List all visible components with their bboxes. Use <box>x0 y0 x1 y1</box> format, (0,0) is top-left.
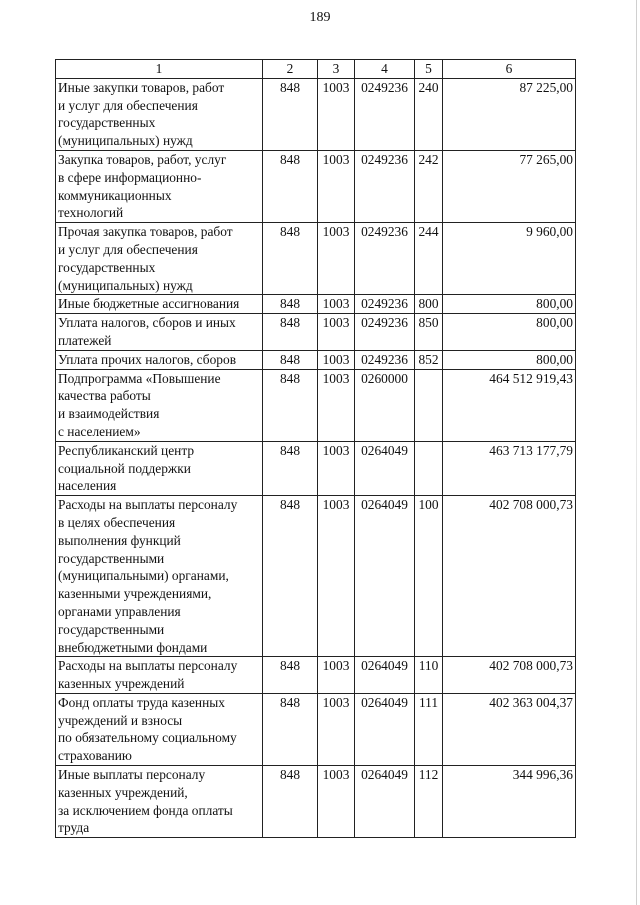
amount-cell: 463 713 177,79 <box>443 441 576 495</box>
table-row <box>56 766 576 838</box>
row-name-line: Расходы на выплаты персоналу <box>58 497 238 513</box>
code-cell-2: 848 <box>263 369 318 441</box>
row-name-cell <box>56 150 263 222</box>
row-name-cell <box>56 496 263 657</box>
code-cell-4: 0264049 <box>355 496 415 657</box>
code-cell-5: 800 <box>415 295 443 314</box>
code-cell-3: 1003 <box>318 369 355 441</box>
code-cell-2: 848 <box>263 223 318 295</box>
amount-cell: 87 225,00 <box>443 78 576 150</box>
code-cell-3: 1003 <box>318 78 355 150</box>
row-name-line: казенных учреждений, <box>58 784 188 800</box>
table-row <box>56 223 576 295</box>
row-name-line: технологий <box>58 205 124 221</box>
code-cell-4: 0249236 <box>355 350 415 369</box>
row-name-line: в сфере информационно- <box>58 169 202 185</box>
row-name-cell <box>56 314 263 351</box>
row-name-line: казенными учреждениями, <box>58 586 212 602</box>
row-name-line: учреждений и взносы <box>58 712 183 728</box>
row-name-line: по обязательному социальному <box>58 730 237 746</box>
code-cell-3: 1003 <box>318 295 355 314</box>
column-header-amount: 6 <box>443 60 576 79</box>
code-cell-2: 848 <box>263 350 318 369</box>
amount-cell: 402 708 000,73 <box>443 496 576 657</box>
code-cell-3: 1003 <box>318 441 355 495</box>
amount-cell: 464 512 919,43 <box>443 369 576 441</box>
code-cell-5: 240 <box>415 78 443 150</box>
amount-cell: 9 960,00 <box>443 223 576 295</box>
code-cell-2: 848 <box>263 496 318 657</box>
table-row <box>56 369 576 441</box>
amount-cell: 800,00 <box>443 350 576 369</box>
table-row <box>56 441 576 495</box>
code-cell-4: 0249236 <box>355 223 415 295</box>
code-cell-3: 1003 <box>318 693 355 765</box>
row-name-line: Закупка товаров, работ, услуг <box>58 151 227 167</box>
amount-cell: 800,00 <box>443 314 576 351</box>
row-name-line: качества работы <box>58 388 151 404</box>
code-cell-3: 1003 <box>318 657 355 694</box>
amount-cell: 800,00 <box>443 295 576 314</box>
row-name-line: (муниципальными) органами, <box>58 568 229 584</box>
code-cell-2: 848 <box>263 295 318 314</box>
code-cell-2: 848 <box>263 150 318 222</box>
column-header-2: 2 <box>263 60 318 79</box>
row-name-line: казенных учреждений <box>58 676 185 692</box>
code-cell-4: 0264049 <box>355 693 415 765</box>
scan-edge-line <box>636 0 637 905</box>
code-cell-4: 0264049 <box>355 766 415 838</box>
column-header-4: 4 <box>355 60 415 79</box>
code-cell-5: 852 <box>415 350 443 369</box>
code-cell-4: 0260000 <box>355 369 415 441</box>
column-header-name: 1 <box>56 60 263 79</box>
code-cell-3: 1003 <box>318 223 355 295</box>
row-name-line: Иные выплаты персоналу <box>58 767 206 783</box>
code-cell-2: 848 <box>263 766 318 838</box>
row-name-line: социальной поддержки <box>58 460 191 476</box>
code-cell-2: 848 <box>263 693 318 765</box>
row-name-line: Иные бюджетные ассигнования <box>58 296 240 312</box>
row-name-line: Республиканский центр <box>58 442 195 458</box>
code-cell-4: 0249236 <box>355 295 415 314</box>
row-name-line: населения <box>58 478 117 494</box>
row-name-line: за исключением фонда оплаты <box>58 802 233 818</box>
page-number: 189 <box>309 10 331 25</box>
row-name-line: (муниципальных) нужд <box>58 277 193 293</box>
row-name-cell <box>56 441 263 495</box>
table-row <box>56 150 576 222</box>
code-cell-2: 848 <box>263 441 318 495</box>
row-name-line: Прочая закупка товаров, работ <box>58 224 233 240</box>
amount-cell: 77 265,00 <box>443 150 576 222</box>
row-name-line: внебюджетными фондами <box>58 639 208 655</box>
row-name-line: государственных <box>58 115 156 131</box>
code-cell-5: 111 <box>415 693 443 765</box>
row-name-cell <box>56 295 263 314</box>
row-name-line: органами управления <box>58 603 181 619</box>
row-name-cell <box>56 369 263 441</box>
row-name-line: и взаимодействия <box>58 406 160 422</box>
code-cell-5: 244 <box>415 223 443 295</box>
code-cell-2: 848 <box>263 314 318 351</box>
amount-cell: 402 363 004,37 <box>443 693 576 765</box>
row-name-line: выполнения функций <box>58 532 181 548</box>
row-name-cell <box>56 693 263 765</box>
row-name-cell <box>56 78 263 150</box>
row-name-line: Фонд оплаты труда казенных <box>58 694 225 710</box>
code-cell-5 <box>415 441 443 495</box>
row-name-cell <box>56 657 263 694</box>
row-name-line: государственными <box>58 550 165 566</box>
row-name-line: Уплата налогов, сборов и иных <box>58 315 236 331</box>
code-cell-4: 0264049 <box>355 441 415 495</box>
code-cell-5: 100 <box>415 496 443 657</box>
row-name-line: Подпрограмма «Повышение <box>58 370 221 386</box>
row-name-line: Уплата прочих налогов, сборов <box>58 351 237 367</box>
row-name-line: Расходы на выплаты персоналу <box>58 658 238 674</box>
code-cell-4: 0249236 <box>355 314 415 351</box>
row-name-line: государственных <box>58 259 156 275</box>
code-cell-5: 850 <box>415 314 443 351</box>
table-row <box>56 78 576 150</box>
row-name-cell <box>56 766 263 838</box>
table-row <box>56 350 576 369</box>
row-name-line: страхованию <box>58 748 132 764</box>
code-cell-2: 848 <box>263 78 318 150</box>
table-header-row <box>56 60 576 79</box>
row-name-line: Иные закупки товаров, работ <box>58 79 225 95</box>
row-name-line: в целях обеспечения <box>58 514 176 530</box>
table-row <box>56 693 576 765</box>
code-cell-4: 0249236 <box>355 78 415 150</box>
row-name-cell <box>56 350 263 369</box>
table-body <box>56 78 576 837</box>
row-name-line: труда <box>58 820 90 836</box>
code-cell-3: 1003 <box>318 766 355 838</box>
code-cell-3: 1003 <box>318 314 355 351</box>
code-cell-5: 112 <box>415 766 443 838</box>
code-cell-2: 848 <box>263 657 318 694</box>
row-name-cell <box>56 223 263 295</box>
code-cell-4: 0249236 <box>355 150 415 222</box>
row-name-line: коммуникационных <box>58 187 172 203</box>
code-cell-5: 110 <box>415 657 443 694</box>
row-name-line: и услуг для обеспечения <box>58 241 198 257</box>
budget-table <box>55 59 576 838</box>
row-name-line: с населением» <box>58 423 141 439</box>
amount-cell: 344 996,36 <box>443 766 576 838</box>
table-row <box>56 314 576 351</box>
code-cell-3: 1003 <box>318 350 355 369</box>
amount-cell: 402 708 000,73 <box>443 657 576 694</box>
table-row <box>56 657 576 694</box>
table-row <box>56 295 576 314</box>
row-name-line: (муниципальных) нужд <box>58 133 193 149</box>
table-row <box>56 496 576 657</box>
column-header-5: 5 <box>415 60 443 79</box>
code-cell-5 <box>415 369 443 441</box>
code-cell-3: 1003 <box>318 496 355 657</box>
code-cell-4: 0264049 <box>355 657 415 694</box>
code-cell-3: 1003 <box>318 150 355 222</box>
row-name-line: платежей <box>58 332 112 348</box>
row-name-line: государственными <box>58 621 165 637</box>
code-cell-5: 242 <box>415 150 443 222</box>
row-name-line: и услуг для обеспечения <box>58 97 198 113</box>
column-header-3: 3 <box>318 60 355 79</box>
